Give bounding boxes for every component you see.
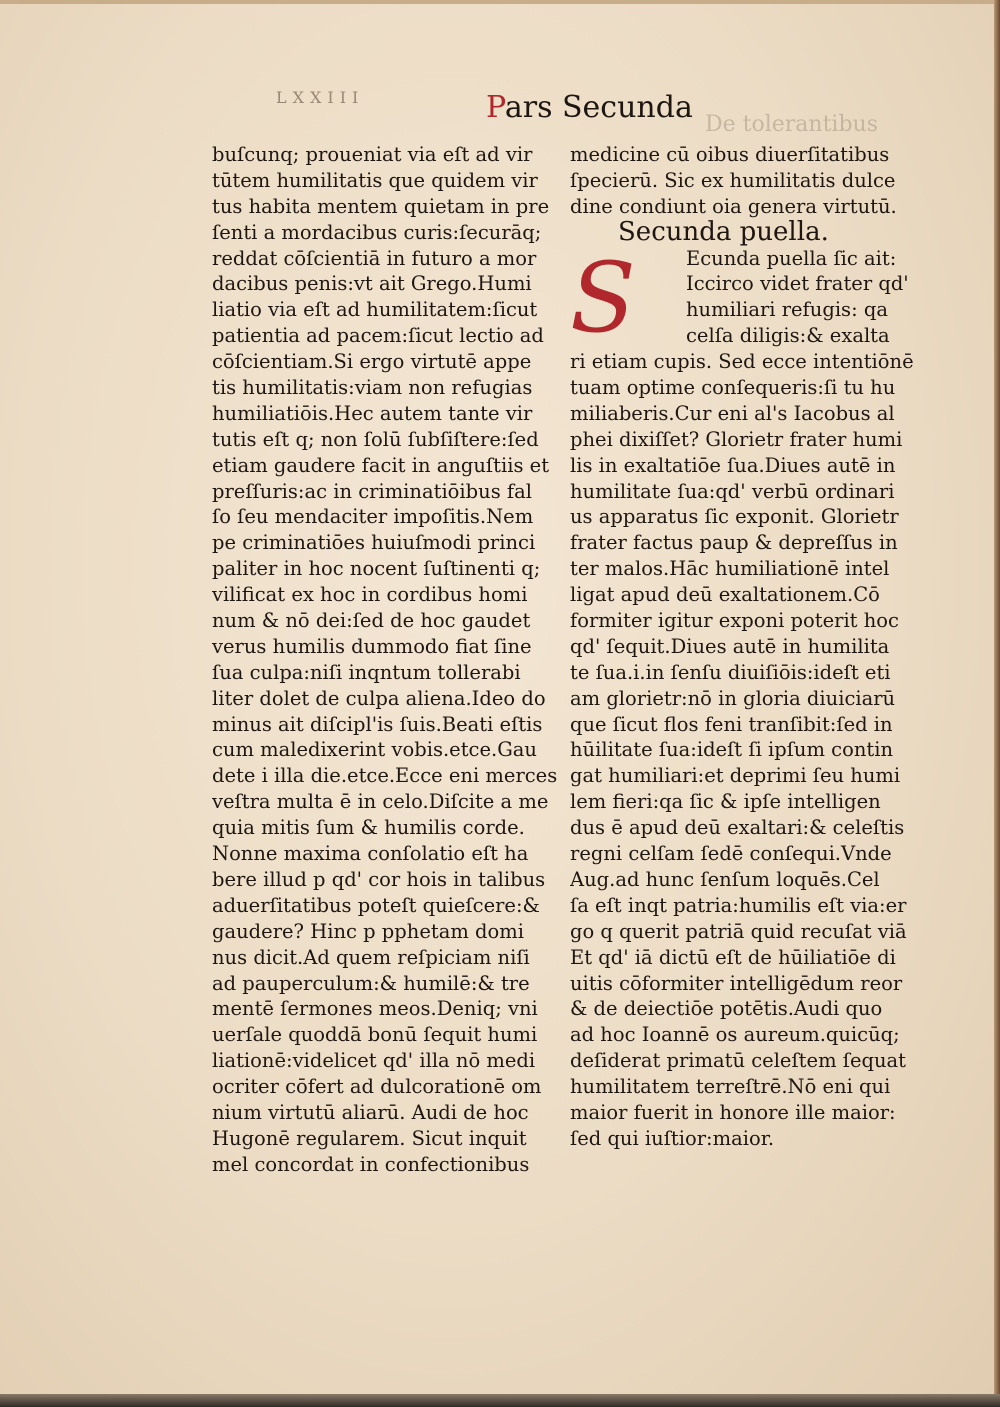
text-line: minus ait diſcipl'is ſuis.Beati eſtis — [212, 712, 543, 736]
text-line: gaudere? Hinc p pphetam domi — [212, 919, 524, 943]
text-line: cōſcientiam.Si ergo virtutē appe — [212, 350, 532, 374]
text-line: phei dixiſſet? Glorietr frater humi — [570, 427, 903, 451]
text-line: uerſale quoddā bonū ſequit humi — [212, 1023, 538, 1047]
text-line: preſſuris:ac in criminatiōibus fal — [212, 479, 532, 503]
show-through-text: De tolerantibus — [705, 112, 879, 137]
text-line: tuam optime conſequeris:ſi tu hu — [570, 376, 896, 400]
text-line: mentē ſermones meos.Deniq; vni — [212, 997, 538, 1021]
text-line: dete i illa die.etce.Ecce eni merces — [212, 764, 558, 788]
text-line: ri etiam cupis. Sed ecce intentiōnē — [570, 350, 914, 374]
text-line: pe criminatiōes huiuſmodi princi — [212, 531, 536, 555]
text-line: lem fieri:qa ſic & ipſe intelligen — [570, 790, 881, 814]
text-line: vilificat ex hoc in cordibus homi — [212, 583, 528, 607]
text-line: tūtem humilitatis que quidem vir — [212, 168, 538, 192]
running-head — [486, 90, 693, 125]
text-line: ter malos.Hāc humiliationē intel — [570, 557, 890, 581]
text-line: ſenti a mordacibus curis:ſecurāq; — [212, 220, 542, 244]
text-line: Ecunda puella ſic ait: — [686, 246, 897, 270]
text-line: go q querit patriā quid recuſat viā — [570, 919, 907, 943]
text-line: te ſua.i.in ſenſu diuiſiōis:ideſt eti — [570, 660, 891, 684]
text-line: liationē:videlicet qd' illa nō medi — [212, 1049, 536, 1073]
text-line: bere illud p qd' cor hois in talibus — [212, 867, 546, 891]
text-line: tis humilitatis:viam non refugias — [212, 376, 533, 400]
text-line: am glorietr:nō in gloria diuiciarū — [570, 686, 896, 710]
text-line: tus habita mentem quietam in pre — [212, 194, 550, 218]
text-line: liatio via eſt ad humilitatem:ſicut — [212, 298, 538, 322]
text-line: cum maledixerint vobis.etce.Gau — [212, 738, 537, 762]
text-line: ſpecierū. Sic ex humilitatis dulce — [570, 168, 896, 192]
text-line: ſua culpa:niſi inqntum tollerabi — [212, 660, 521, 684]
text-line: hūilitate ſua:ideſt ſi ipſum contin — [570, 738, 894, 762]
text-line: gat humiliari:et deprimi ſeu humi — [570, 764, 901, 788]
text-line: ſa eſt inqt patria:humilis eſt via:er — [570, 893, 907, 917]
text-line: buſcunq; proueniat via eſt ad vir — [212, 143, 533, 166]
text-line: ligat apud deū exaltationem.Cō — [570, 583, 880, 607]
text-line: formiter igitur exponi poterit hoc — [570, 609, 899, 633]
text-line: liter dolet de culpa aliena.Ideo do — [212, 686, 546, 710]
text-line: aduerſitatibus poteſt quieſcere:& — [212, 893, 540, 917]
text-line: humiliari refugis: qa — [686, 298, 888, 322]
running-head-initial: P — [486, 90, 505, 125]
text-line: Hugonē regularem. Sicut inquit — [212, 1126, 527, 1150]
text-line: qd' ſequit.Diues autē in humilita — [570, 634, 890, 658]
text-line: Et qd' iā dictū eſt de hūiliatiōe di — [570, 945, 896, 969]
folio-number: LXXIII — [276, 88, 365, 107]
text-line: humilitatem terreſtrē.Nō eni qui — [570, 1075, 891, 1099]
text-line: paliter in hoc nocent ſuſtinenti q; — [212, 557, 541, 581]
text-line: medicine cū oibus diuerſitatibus — [570, 143, 890, 166]
text-line: frater factus paup & depreſſus in — [570, 531, 898, 555]
text-line: etiam gaudere facit in anguſtiis et — [212, 453, 550, 477]
text-line: regni celſam ſedē conſequi.Vnde — [570, 842, 892, 866]
text-line: dine condiunt oia genera virtutū. — [570, 194, 897, 218]
right-text-column — [570, 142, 942, 1152]
text-line: ocriter cōfert ad dulcorationē om — [212, 1075, 542, 1099]
text-line: celſa diligis:& exalta — [686, 324, 890, 348]
text-line: que ſicut flos feni tranſibit:ſed in — [570, 712, 893, 736]
text-line: Aug.ad hunc ſenſum loquēs.Cel — [570, 867, 880, 891]
text-line: Iccirco videt frater qd' — [686, 272, 909, 296]
text-line: lis in exaltatiōe ſua.Diues autē in — [570, 453, 896, 477]
left-text-column — [212, 142, 568, 1178]
text-line: tutis eſt q; non ſolū ſubſiſtere:ſed — [212, 427, 539, 451]
text-line: verus humilis dummodo fiat ſine — [212, 634, 532, 658]
text-line: ſed qui iuſtior:maior. — [570, 1126, 775, 1150]
text-line: quia mitis ſum & humilis corde. — [212, 816, 525, 840]
text-line: miliaberis.Cur eni al's Iacobus al — [570, 401, 895, 425]
text-line: ad pauperculum:& humilē:& tre — [212, 971, 530, 995]
text-line: maior fuerit in honore ille maior: — [570, 1100, 896, 1124]
decorated-initial: S — [570, 242, 636, 354]
page-top-edge — [0, 0, 1000, 4]
page-fore-edge — [994, 0, 1000, 1407]
text-line: veſtra multa ē in celo.Diſcite a me — [212, 790, 549, 814]
text-line: ad hoc Ioannē os aureum.quicūq; — [570, 1023, 900, 1047]
text-line: dacibus penis:vt ait Grego.Humi — [212, 272, 532, 296]
text-line: dus ē apud deū exaltari:& celeſtis — [570, 816, 905, 840]
text-line: num & nō dei:ſed de hoc gaudet — [212, 609, 531, 633]
text-line: & de deiectiōe potētis.Audi quo — [570, 997, 883, 1021]
text-line: patientia ad pacem:ſicut lectio ad — [212, 324, 544, 348]
text-line: ſo ſeu mendaciter impoſitis.Nem — [212, 505, 534, 529]
text-line: Nonne maxima conſolatio eſt ha — [212, 842, 529, 866]
text-line: mel concordat in confectionibus — [212, 1152, 530, 1176]
text-line: nus dicit.Ad quem reſpiciam niſi — [212, 945, 530, 969]
section-heading: Secunda puella. — [618, 219, 829, 246]
running-head-text: ars Secunda — [504, 90, 693, 125]
text-line: nium virtutū aliarū. Audi de hoc — [212, 1100, 529, 1124]
text-line: humiliatiōis.Hec autem tante vir — [212, 401, 533, 425]
page-bottom-edge — [0, 1394, 1000, 1407]
text-line: humilitate ſua:qd' verbū ordinari — [570, 479, 895, 503]
text-line: deſiderat primatū celeſtem ſequat — [570, 1049, 907, 1073]
text-line: us apparatus ſic exponit. Glorietr — [570, 505, 899, 529]
text-line: uitis cōformiter intelligēdum reor — [570, 971, 903, 995]
text-line: reddat cōſcientiā in futuro a mor — [212, 246, 537, 270]
